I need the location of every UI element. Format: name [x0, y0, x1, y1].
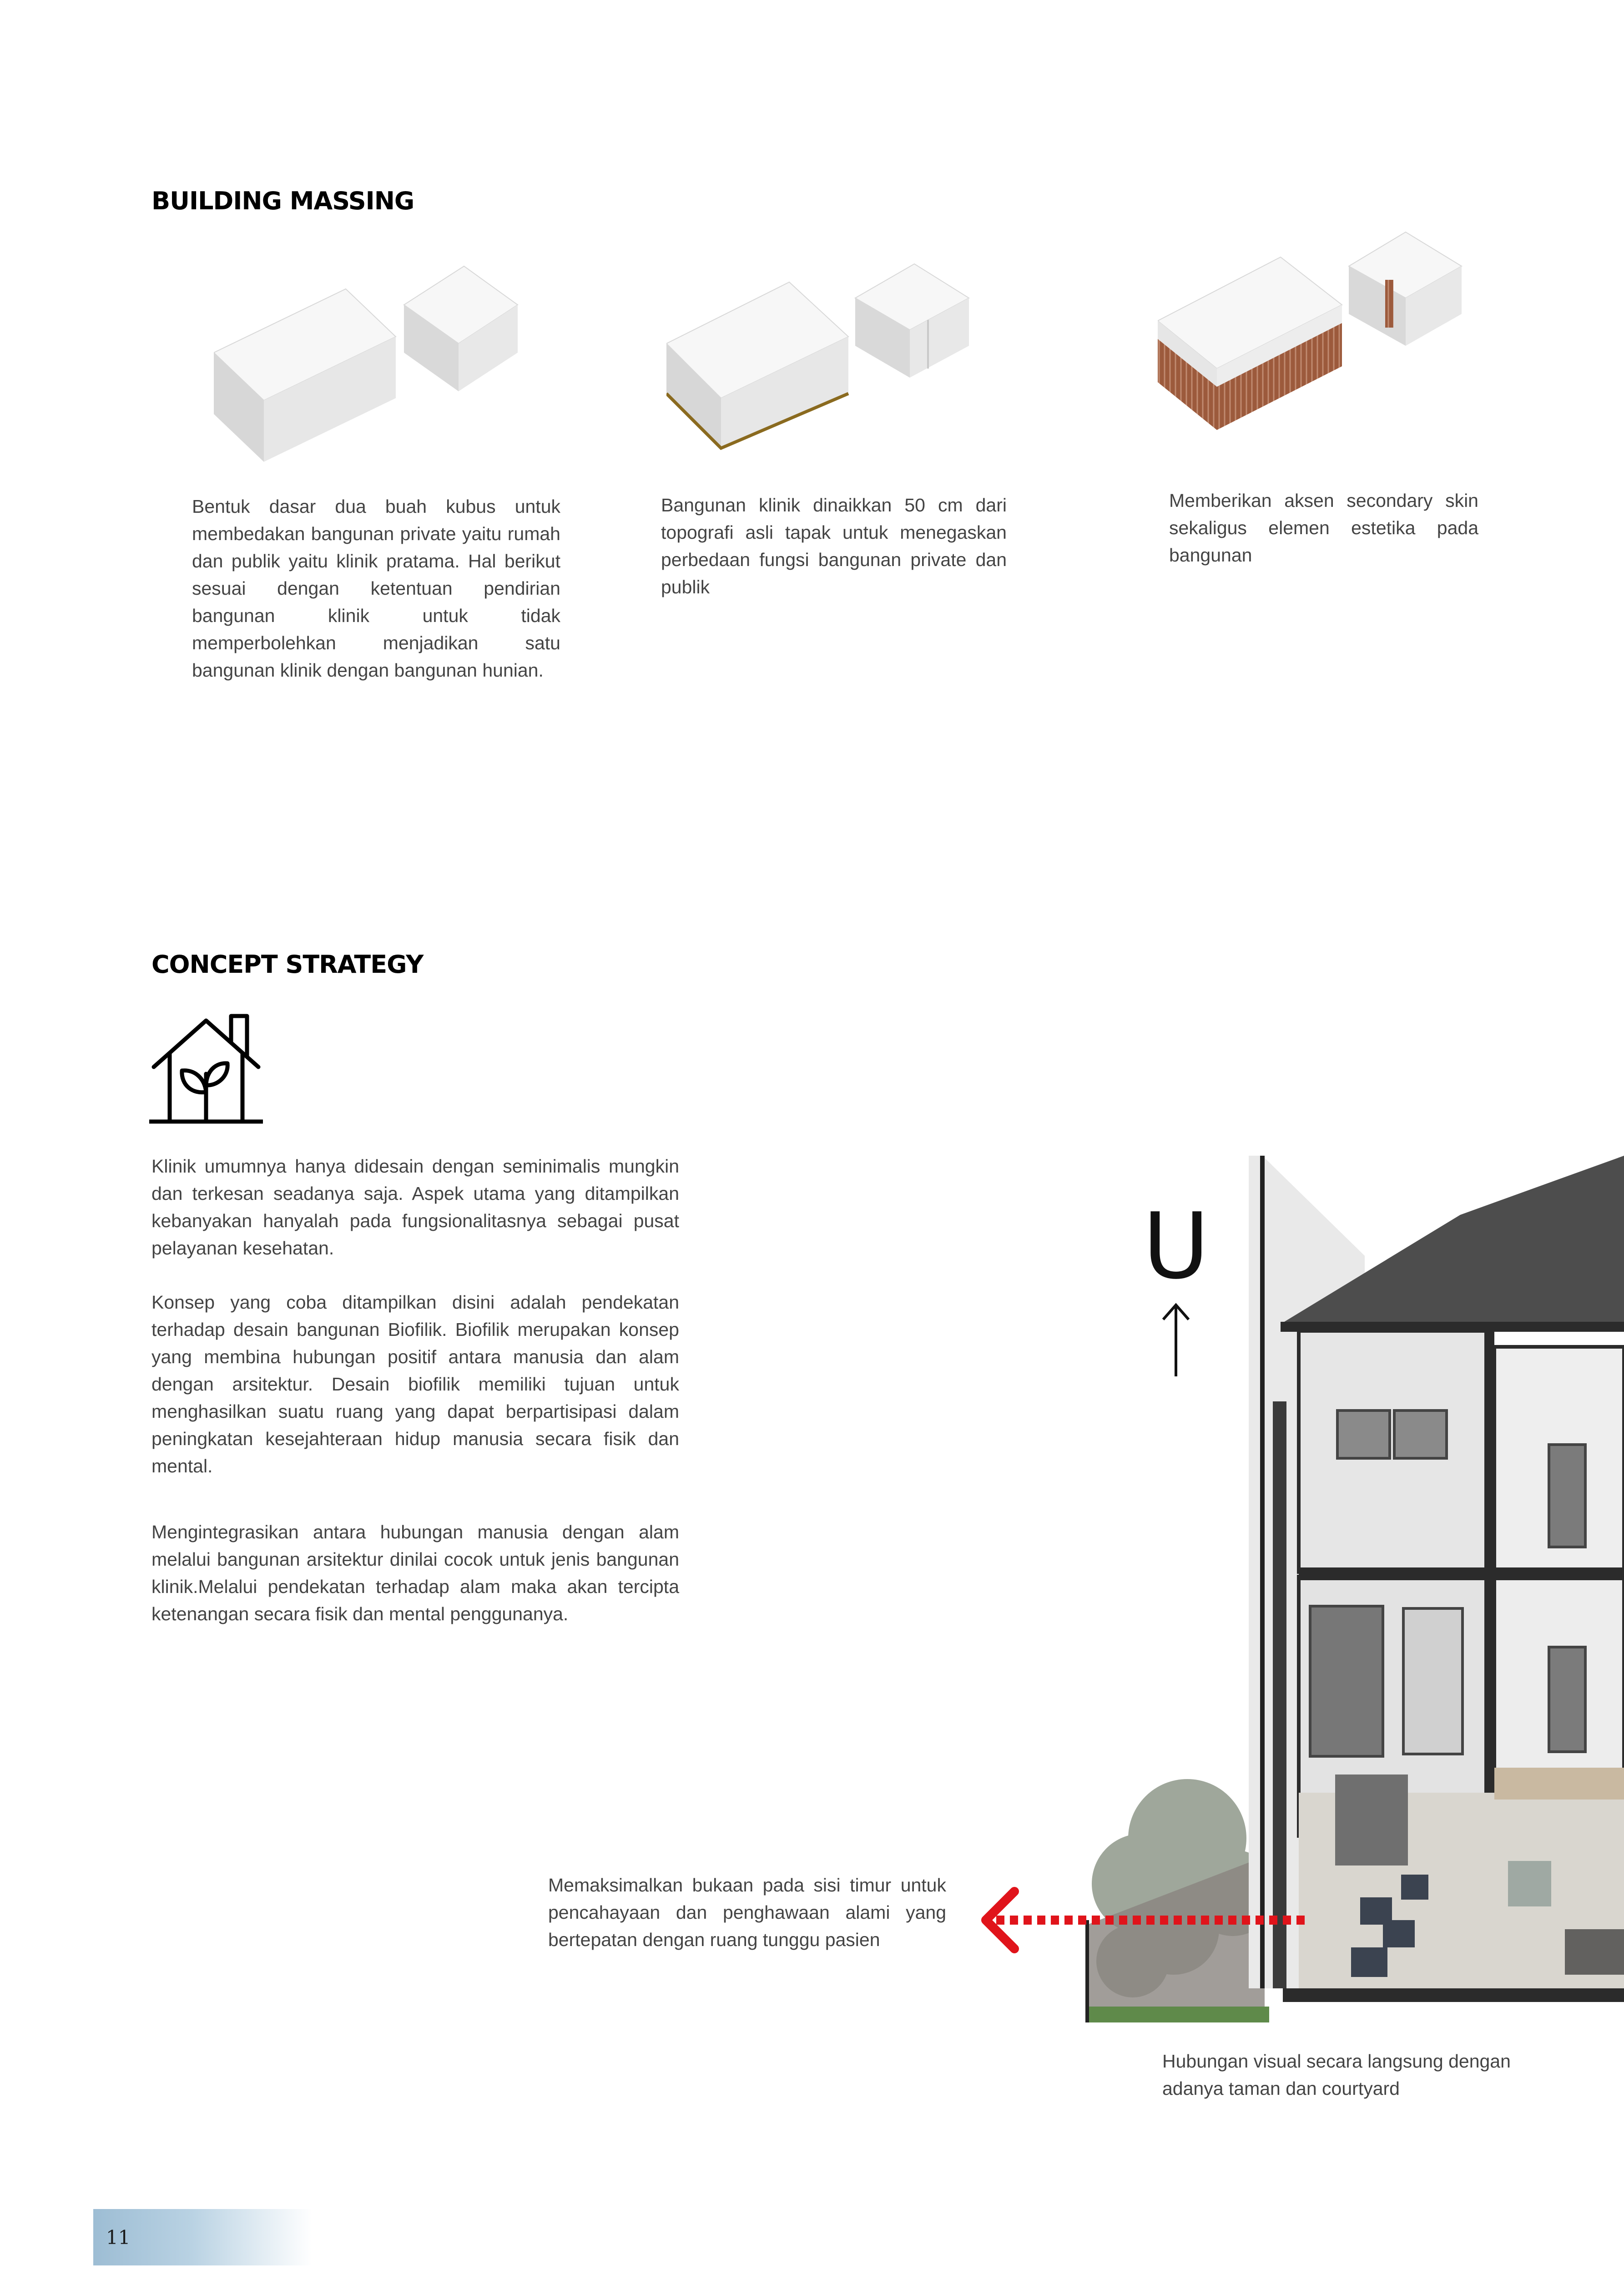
- north-indicator-letter: U: [1143, 1193, 1210, 1299]
- building-massing-title: BUILDING MASSING: [151, 187, 414, 215]
- house-plant-icon: [149, 1012, 263, 1124]
- massing-diagram-2: [666, 262, 976, 453]
- north-arrow-icon: [1158, 1301, 1194, 1379]
- page-number-badge: [93, 2209, 312, 2265]
- visual-connection-note: Hubungan visual secara langsung dengan adanya taman dan courtyard: [1162, 2051, 1511, 2099]
- concept-strategy-title: CONCEPT STRATEGY: [151, 950, 424, 979]
- concept-paragraph-2: Konsep yang coba ditampilkan disini adalah pendekatan terhadap desain bangunan Biofilik. Biofilik merupakan konsep yang membina hubungan positif antara manusia dan alam dengan arsitektur. Desain biofilik memiliki tujuan untuk menghasilkan suatu ruang yang dapat berpartisipasi dalam peningkatan kesejahteraan hidup manusia secara fisik dan mental.: [151, 1292, 679, 1476]
- concept-paragraph-1: Klinik umumnya hanya didesain dengan seminimalis mungkin dan terkesan seadanya saja. Aspek utama yang ditampilkan kebanyakan hanyalah pada fungsionalitasnya sebagai pusat pelayanan kesehatan.: [151, 1156, 679, 1259]
- massing-caption-1: Bentuk dasar dua buah kubus untuk membedakan bangunan private yaitu rumah dan publik yaitu klinik pratama. Hal berikut sesuai dengan ketentuan pendirian bangunan klinik untuk tidak memperbolehkan menjadikan satu bangunan klinik dengan bangunan hunian.: [192, 496, 560, 681]
- concept-paragraph-3: Mengintegrasikan antara hubungan manusia dengan alam melalui bangunan arsitektur dinilai cocok untuk jenis bangunan klinik.Melalui pendekatan terhadap alam maka akan tercipta ketenangan secara fisik dan mental penggunanya.: [151, 1522, 679, 1624]
- massing-caption-2: Bangunan klinik dinaikkan 50 cm dari topografi asli tapak untuk menegaskan perbedaan fungsi bangunan private dan publik: [661, 495, 1007, 597]
- page-number: 11: [106, 2226, 131, 2249]
- massing-caption-3: Memberikan aksen secondary skin sekaligus elemen estetika pada bangunan: [1169, 490, 1478, 566]
- east-opening-note: Memaksimalkan bukaan pada sisi timur untuk pencahayaan dan penghawaan alami yang bertepatan dengan ruang tunggu pasien: [548, 1875, 946, 1950]
- massing-diagram-1: [214, 262, 523, 471]
- massing-diagram-3: [1158, 230, 1472, 435]
- east-airflow-arrow: [976, 1886, 1312, 1954]
